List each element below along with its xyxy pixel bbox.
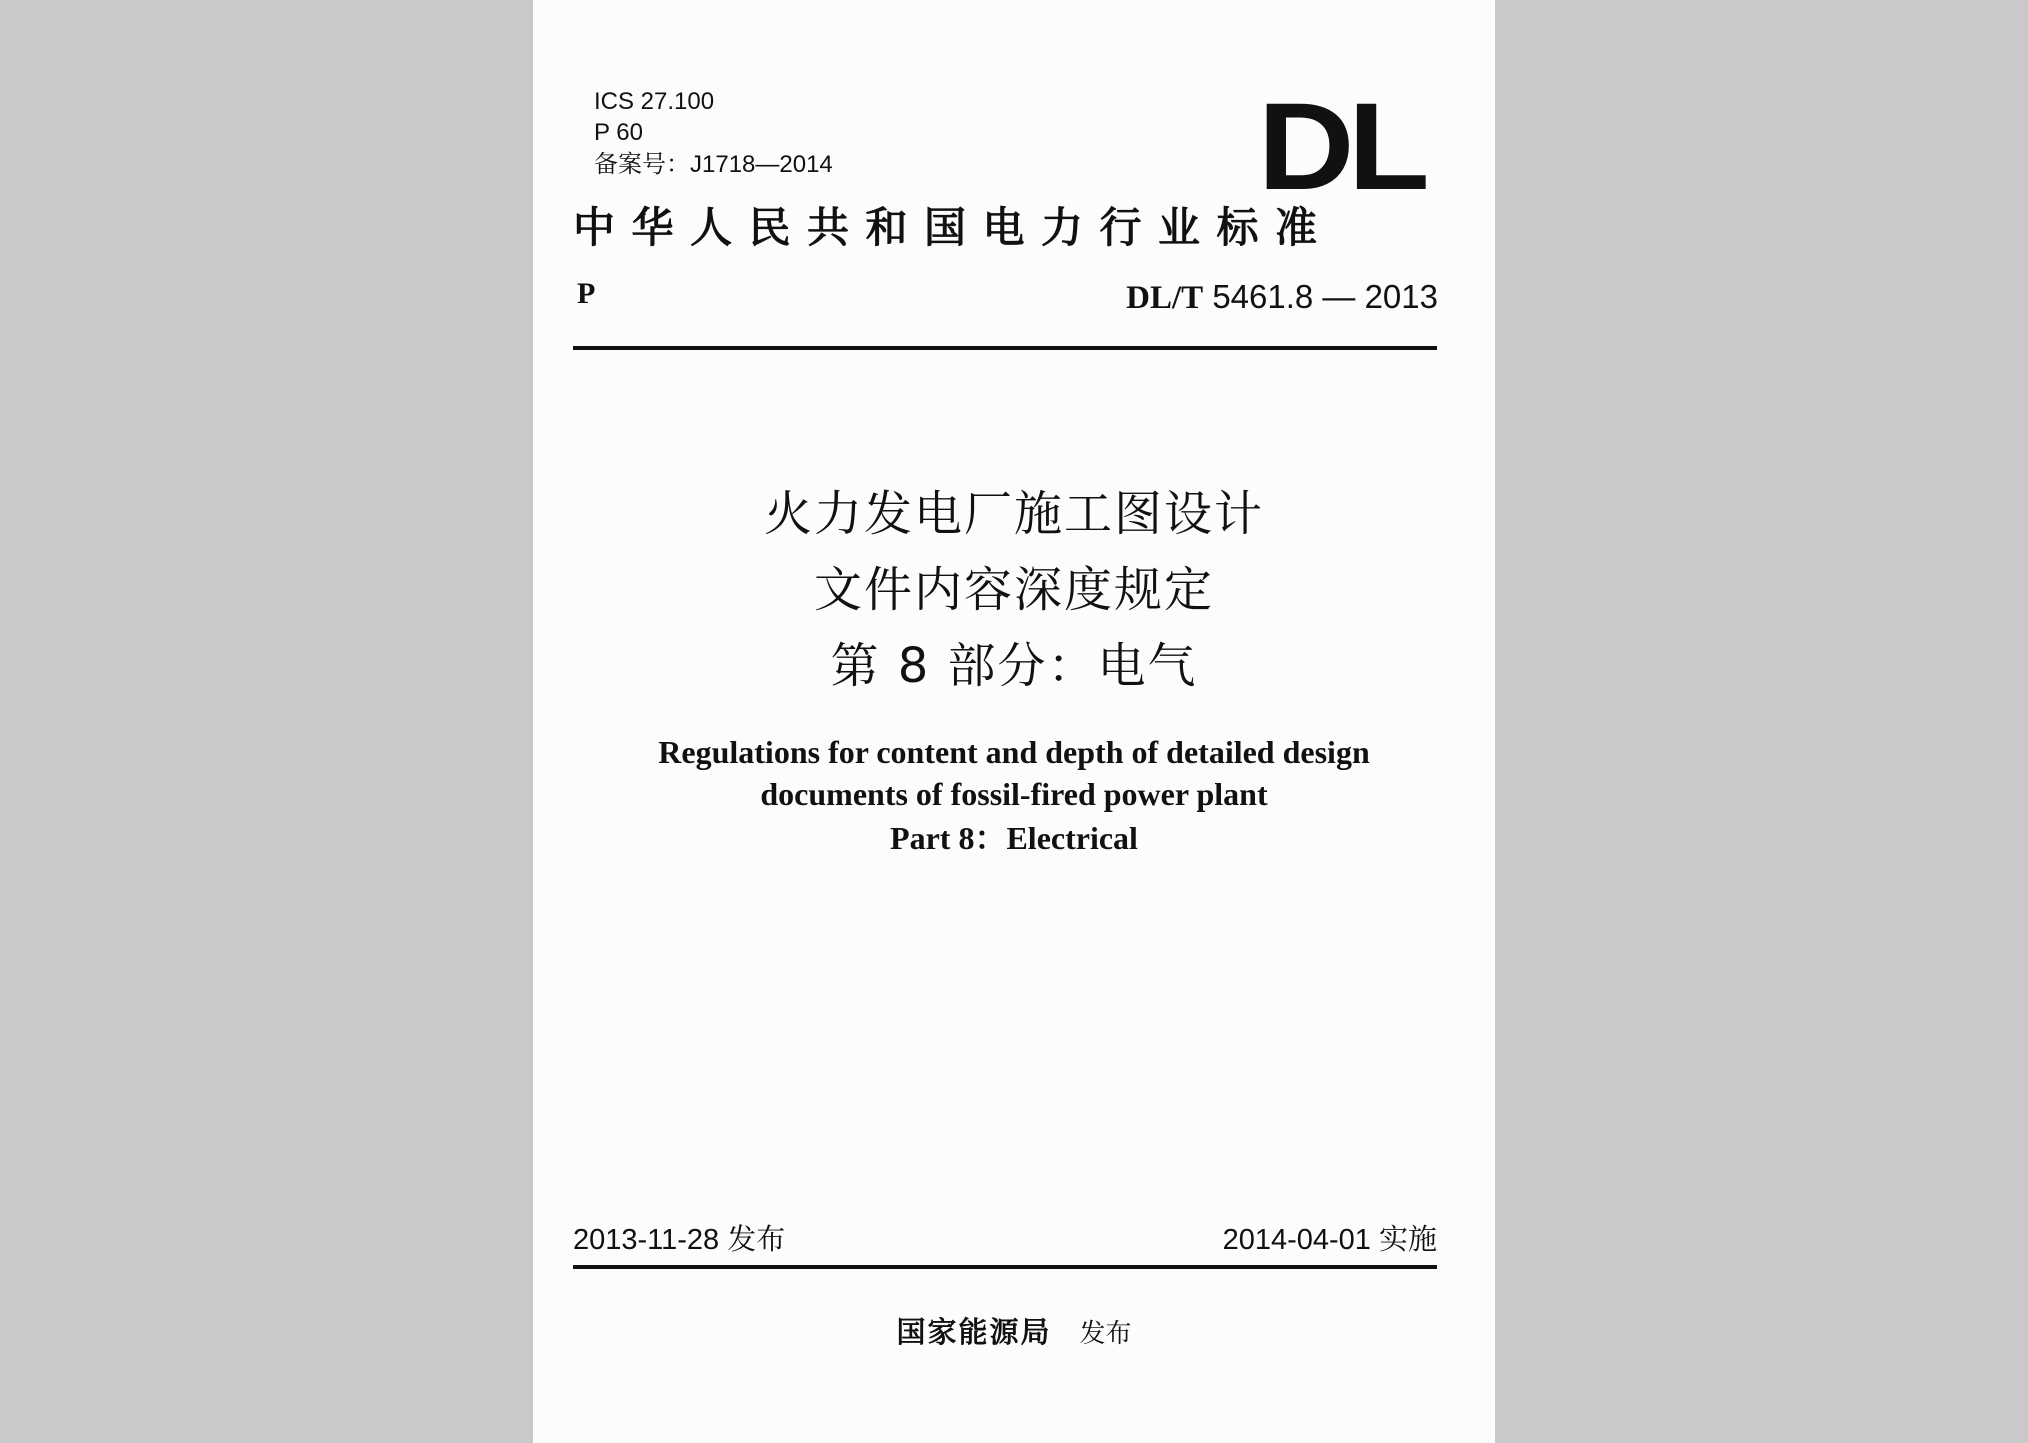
standard-number [1126, 277, 1438, 318]
standard-prefix: DL/T [1126, 280, 1204, 316]
classification-code: P 60 [594, 119, 643, 146]
publisher-line [533, 1312, 1495, 1354]
publisher-name: 国家能源局 [896, 1315, 1052, 1349]
industry-standard-heading: 中华人民共和国电力行业标准 [573, 203, 1334, 252]
record-number: 备案号：J1718—2014 [594, 151, 833, 178]
footer-divider [573, 1265, 1437, 1269]
issue-date: 2013-11-28 发布 [573, 1224, 786, 1256]
class-code: P [577, 277, 596, 310]
standard-number-value: 5461.8 — 2013 [1212, 278, 1438, 315]
implementation-date: 2014-04-01 实施 [1222, 1224, 1437, 1256]
standard-cover-page [533, 0, 1495, 1443]
header-divider [573, 346, 1437, 350]
publisher-action: 发布 [1079, 1319, 1132, 1349]
chinese-title-line-1: 火力发电厂施工图设计 [763, 486, 1264, 542]
chinese-title-line-3: 第 8 部分：电气 [830, 638, 1198, 694]
english-title-line-2: documents of fossil-fired power plant [760, 776, 1268, 812]
ics-code: ICS 27.100 [594, 88, 715, 115]
chinese-title-line-2: 文件内容深度规定 [813, 562, 1214, 618]
dl-logo: DL [1257, 78, 1423, 216]
english-title-line-1: Regulations for content and depth of detailed design [658, 734, 1370, 770]
english-title-line-3: Part 8：Electrical [890, 820, 1138, 856]
